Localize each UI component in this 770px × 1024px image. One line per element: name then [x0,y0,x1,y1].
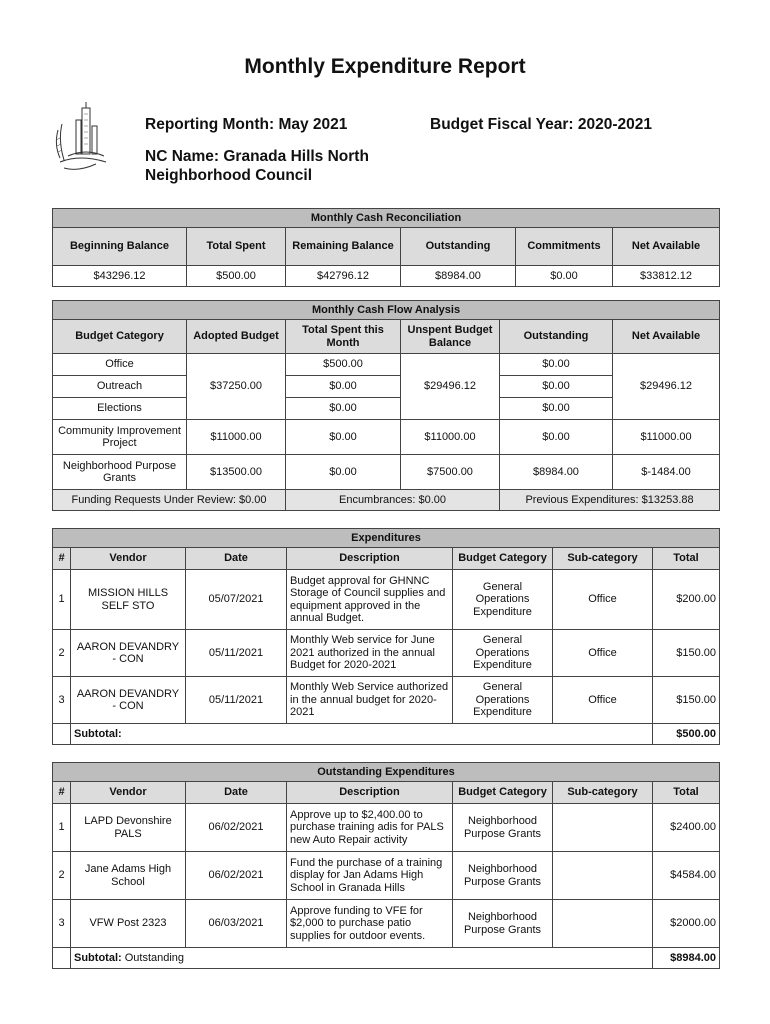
header-budget-category: Budget Category [53,320,187,354]
header-commitments: Commitments [516,228,613,266]
previous-expenditures: Previous Expenditures: $13253.88 [500,490,720,511]
spent-community-improvement: $0.00 [286,420,401,455]
header-net-available: Net Available [613,228,720,266]
reconciliation-title: Monthly Cash Reconciliation [53,209,720,228]
unspent-community-improvement: $11000.00 [401,420,500,455]
header-outstanding: Outstanding [401,228,516,266]
description: Budget approval for GHNNC Storage of Council supplies and equipment approved in the annual Budget. [287,570,453,630]
outstanding-npg: $8984.00 [500,455,613,490]
total: $150.00 [653,677,720,724]
table-row [53,630,720,677]
header-total: Total [653,548,720,570]
reporting-month: Reporting Month: May 2021 [145,116,348,133]
header-beginning-balance: Beginning Balance [53,228,187,266]
spent-office: $500.00 [286,354,401,376]
table-row [53,900,720,948]
cash-flow-table [52,300,720,511]
header-vendor: Vendor [71,548,186,570]
total: $2400.00 [653,804,720,852]
category-community-improvement: Community Improvement Project [53,420,187,455]
outstanding-office: $0.00 [500,354,613,376]
header-description: Description [287,548,453,570]
expenditures-title: Expenditures [53,529,720,548]
sub-category: Office [553,570,653,630]
table-row [53,570,720,630]
commitments-value: $0.00 [516,266,613,287]
nc-name-line1: NC Name: Granada Hills North [145,148,369,165]
budget-category: General Operations Expenditure [453,677,553,724]
header-num: # [53,548,71,570]
beginning-balance-value: $43296.12 [53,266,187,287]
table-row [53,852,720,900]
description: Monthly Web Service authorized in the annual budget for 2020-2021 [287,677,453,724]
row-num: 2 [53,852,71,900]
sub-category: Office [553,677,653,724]
date: 05/11/2021 [186,630,287,677]
header-outstanding: Outstanding [500,320,613,354]
remaining-balance-value: $42796.12 [286,266,401,287]
budget-category: Neighborhood Purpose Grants [453,900,553,948]
budget-category: Neighborhood Purpose Grants [453,804,553,852]
row-num: 1 [53,570,71,630]
vendor: AARON DEVANDRY - CON [71,677,186,724]
description: Approve funding to VFE for $2,000 to purchase patio supplies for outdoor events. [287,900,453,948]
net-community-improvement: $11000.00 [613,420,720,455]
nc-name [145,147,405,185]
outstanding-community-improvement: $0.00 [500,420,613,455]
spent-npg: $0.00 [286,455,401,490]
row-num: 2 [53,630,71,677]
outstanding-title: Outstanding Expenditures [53,763,720,782]
adopted-community-improvement: $11000.00 [187,420,286,455]
subtotal-label: Subtotal: [74,951,122,964]
subtotal-label: Subtotal: [71,724,653,745]
table-row [53,804,720,852]
budget-fiscal-year: Budget Fiscal Year: 2020-2021 [430,116,653,133]
adopted-budget-merged: $37250.00 [187,354,286,420]
outstanding-outreach: $0.00 [500,376,613,398]
description: Approve up to $2,400.00 to purchase training adis for PALS new Auto Repair activity [287,804,453,852]
report-title: Monthly Expenditure Report [244,55,526,78]
header-date: Date [186,548,287,570]
header-vendor: Vendor [71,782,186,804]
sub-category: Office [553,630,653,677]
net-npg: $-1484.00 [613,455,720,490]
vendor: MISSION HILLS SELF STO [71,570,186,630]
subtotal-cell [71,948,653,969]
cash-reconciliation-table [52,208,720,287]
row-num: 3 [53,677,71,724]
header-unspent-balance: Unspent Budget Balance [401,320,500,354]
budget-category: Neighborhood Purpose Grants [453,852,553,900]
subtotal-value: $500.00 [653,724,720,745]
header-num: # [53,782,71,804]
unspent-npg: $7500.00 [401,455,500,490]
sub-category [553,804,653,852]
total: $200.00 [653,570,720,630]
header-sub-category: Sub-category [553,782,653,804]
header-net-available: Net Available [613,320,720,354]
cashflow-title: Monthly Cash Flow Analysis [53,301,720,320]
date: 05/07/2021 [186,570,287,630]
outstanding-expenditures-table [52,762,720,969]
row-num: 3 [53,900,71,948]
nc-name-line2: Neighborhood Council [145,167,313,184]
row-num: 1 [53,804,71,852]
header-description: Description [287,782,453,804]
category-neighborhood-purpose-grants: Neighborhood Purpose Grants [53,455,187,490]
date: 06/02/2021 [186,804,287,852]
date: 06/02/2021 [186,852,287,900]
subtotal-suffix: Outstanding [121,951,185,964]
unspent-merged: $29496.12 [401,354,500,420]
sub-category [553,852,653,900]
date: 05/11/2021 [186,677,287,724]
header-adopted-budget: Adopted Budget [187,320,286,354]
vendor: LAPD Devonshire PALS [71,804,186,852]
header-sub-category: Sub-category [553,548,653,570]
table-row [53,677,720,724]
category-elections: Elections [53,398,187,420]
sub-category [553,900,653,948]
total: $150.00 [653,630,720,677]
city-hall-logo-icon [48,100,110,178]
total-spent-value: $500.00 [187,266,286,287]
adopted-npg: $13500.00 [187,455,286,490]
description: Fund the purchase of a training display for Jan Adams High School in Granada Hills [287,852,453,900]
header-total-spent-month: Total Spent this Month [286,320,401,354]
vendor: VFW Post 2323 [71,900,186,948]
header-remaining-balance: Remaining Balance [286,228,401,266]
net-available-value: $33812.12 [613,266,720,287]
vendor: AARON DEVANDRY - CON [71,630,186,677]
vendor: Jane Adams High School [71,852,186,900]
funding-requests-under-review: Funding Requests Under Review: $0.00 [53,490,286,511]
date: 06/03/2021 [186,900,287,948]
budget-category: General Operations Expenditure [453,630,553,677]
header-total: Total [653,782,720,804]
header-date: Date [186,782,287,804]
category-office: Office [53,354,187,376]
outstanding-elections: $0.00 [500,398,613,420]
total: $2000.00 [653,900,720,948]
category-outreach: Outreach [53,376,187,398]
header-budget-category: Budget Category [453,548,553,570]
budget-category: General Operations Expenditure [453,570,553,630]
spent-elections: $0.00 [286,398,401,420]
header-budget-category: Budget Category [453,782,553,804]
expenditures-table [52,528,720,745]
subtotal-value: $8984.00 [653,948,720,969]
outstanding-value: $8984.00 [401,266,516,287]
net-available-merged: $29496.12 [613,354,720,420]
header-total-spent: Total Spent [187,228,286,266]
spent-outreach: $0.00 [286,376,401,398]
description: Monthly Web service for June 2021 authorized in the annual Budget for 2020-2021 [287,630,453,677]
total: $4584.00 [653,852,720,900]
encumbrances: Encumbrances: $0.00 [286,490,500,511]
